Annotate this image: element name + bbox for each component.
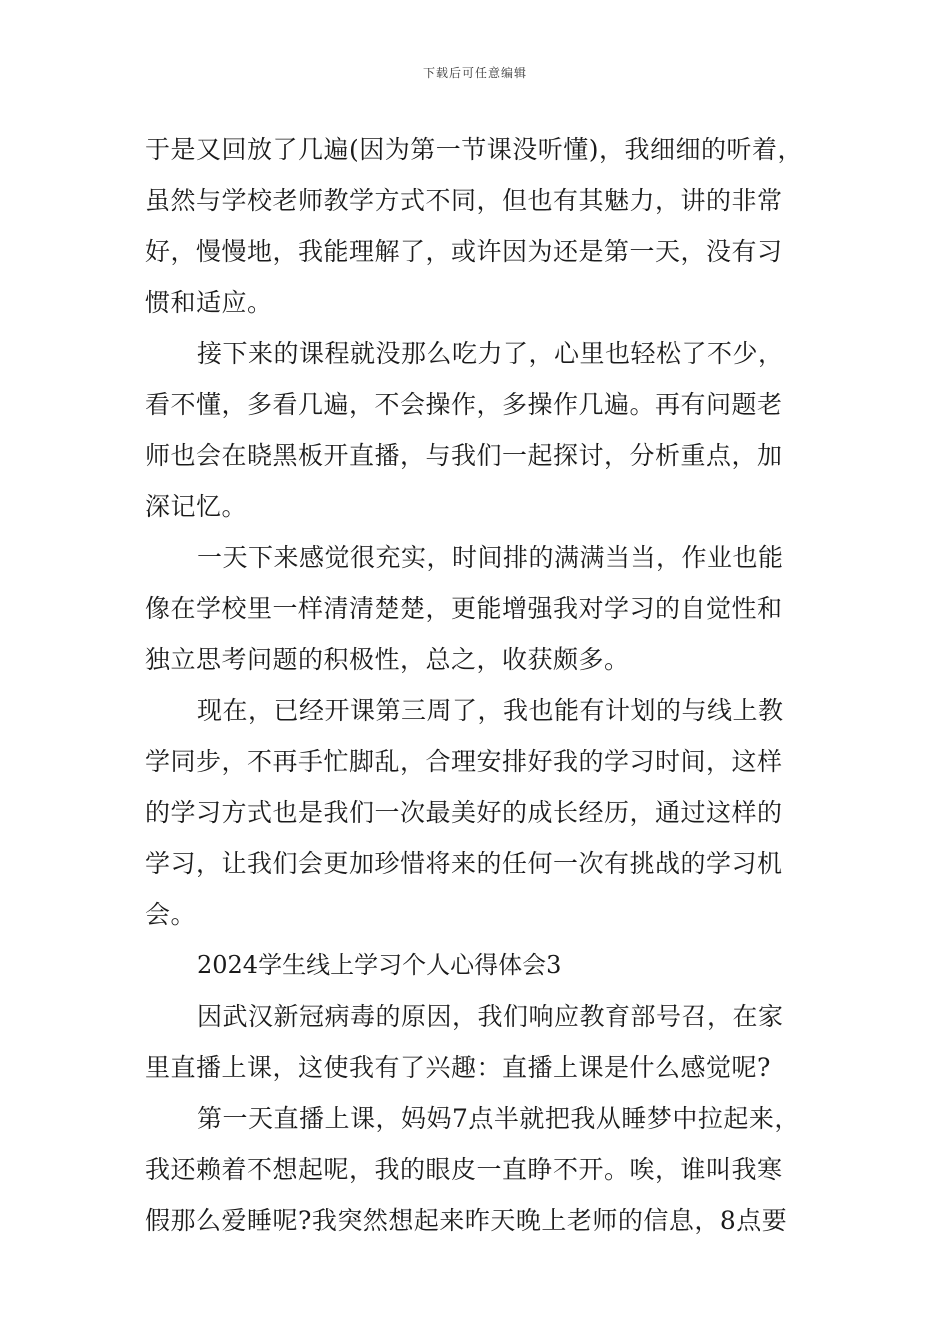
text-line: 师也会在晓黑板开直播，与我们一起探讨，分析重点，加 [145,441,783,470]
paragraph [145,685,810,940]
text-line: 看不懂，多看几遍，不会操作，多操作几遍。再有问题老 [145,390,783,419]
text-line: 的学习方式也是我们一次最美好的成长经历，通过这样的 [145,798,783,827]
paragraph [145,991,810,1093]
paragraph [145,532,810,685]
text-line: 虽然与学校老师教学方式不同，但也有其魅力，讲的非常 [145,186,783,215]
page-header: 下载后可任意编辑 [422,66,527,80]
text-line: 于是又回放了几遍(因为第一节课没听懂)，我细细的听着， [145,135,804,164]
text-line: 学同步，不再手忙脚乱，合理安排好我的学习时间，这样 [145,747,783,776]
text-line: 因武汉新冠病毒的原因，我们响应教育部号召，在家 [197,1002,784,1031]
text-line: 会。 [145,900,197,929]
text-line: 学习，让我们会更加珍惜将来的任何一次有挑战的学习机 [145,849,783,878]
paragraph [145,328,810,532]
document-body [145,124,810,1246]
section-heading: 2024学生线上学习个人心得体会3 [197,951,562,979]
text-line: 独立思考问题的积极性，总之，收获颇多。 [145,645,630,674]
text-line: 里直播上课，这使我有了兴趣：直播上课是什么感觉呢? [145,1053,771,1082]
text-line: 现在，已经开课第三周了，我也能有计划的与线上教 [197,696,784,725]
text-line: 深记忆。 [145,492,248,521]
text-line: 像在学校里一样清清楚楚，更能增强我对学习的自觉性和 [145,594,783,623]
text-line: 假那么爱睡呢?我突然想起来昨天晚上老师的信息，8点要 [145,1206,788,1235]
text-line: 接下来的课程就没那么吃力了，心里也轻松了不少， [197,339,784,368]
text-line: 惯和适应。 [145,288,273,317]
paragraph [145,124,810,328]
text-line: 第一天直播上课，妈妈7点半就把我从睡梦中拉起来， [197,1104,800,1133]
paragraph [145,1093,810,1246]
text-line: 好，慢慢地，我能理解了，或许因为还是第一天，没有习 [145,237,783,266]
text-line: 我还赖着不想起呢，我的眼皮一直睁不开。唉，谁叫我寒 [145,1155,783,1184]
text-line: 一天下来感觉很充实，时间排的满满当当，作业也能 [197,543,784,572]
